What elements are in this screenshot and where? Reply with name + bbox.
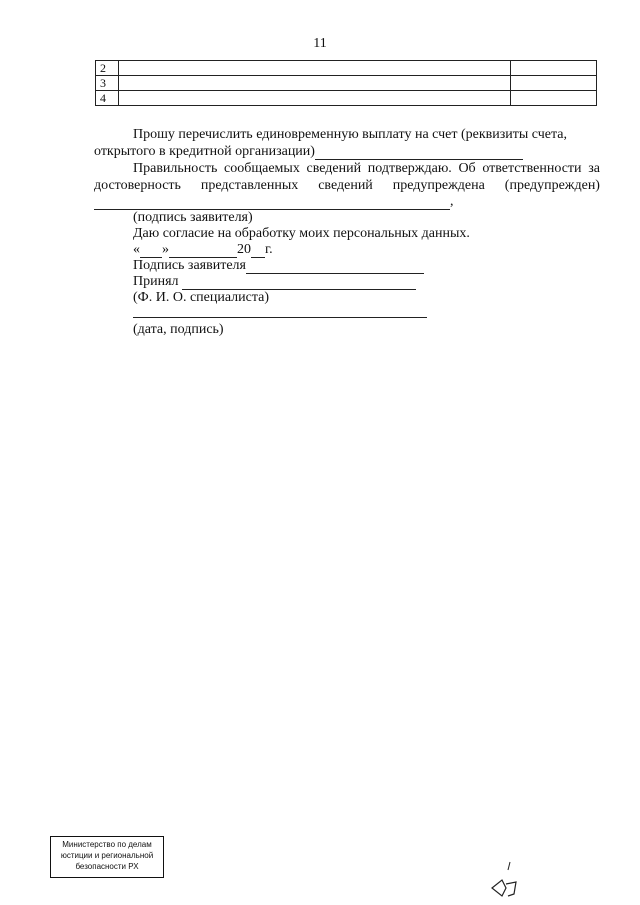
- specialist-caption: (Ф. И. О. специалиста): [133, 290, 270, 305]
- year-suffix: г.: [265, 242, 273, 257]
- row-number: 4: [96, 91, 119, 106]
- stamp-line-1: Министерство по делам: [62, 840, 152, 849]
- confirm-word: ответственности: [482, 161, 582, 176]
- confirm-word: достоверность: [94, 178, 181, 193]
- confirm-line-3: [94, 193, 454, 210]
- pen-mark-icon: [480, 860, 530, 900]
- table-row: [96, 61, 597, 76]
- table-row: [96, 76, 597, 91]
- confirm-word: представленных: [200, 178, 299, 193]
- applicant-signature-line: [133, 257, 424, 274]
- year-field[interactable]: [251, 243, 265, 258]
- confirm-word: предупреждена: [392, 178, 485, 193]
- account-details-field[interactable]: [315, 145, 523, 160]
- signature-caption: (подпись заявителя): [133, 210, 253, 225]
- confirm-line-end: ,: [450, 194, 454, 209]
- applicant-signature-label: Подпись заявителя: [133, 258, 246, 273]
- items-table: [95, 60, 597, 106]
- date-signature-field[interactable]: [133, 317, 427, 318]
- request-line-2-wrap: [94, 143, 523, 160]
- confirm-word: Правильность: [133, 161, 218, 176]
- confirm-word: сообщаемых: [224, 161, 300, 176]
- confirm-line-1: [133, 160, 600, 177]
- confirm-line-2: [94, 177, 600, 194]
- day-field[interactable]: [140, 243, 162, 258]
- table-cell: [119, 61, 511, 76]
- table-cell: [511, 76, 597, 91]
- month-field[interactable]: [169, 243, 237, 258]
- date-signature-caption: (дата, подпись): [133, 322, 224, 337]
- table-cell: [511, 61, 597, 76]
- open-quote: «: [133, 242, 140, 257]
- accepted-label: Принял: [133, 274, 179, 289]
- confirm-word: за: [588, 161, 600, 176]
- date-line: [133, 241, 273, 258]
- request-line-1: Прошу перечислить единовременную выплату на счет (реквизиты счета,: [133, 127, 567, 142]
- row-number: 3: [96, 76, 119, 91]
- applicant-signature-field[interactable]: [94, 195, 450, 210]
- table-row: [96, 91, 597, 106]
- applicant-signature-input[interactable]: [246, 259, 424, 274]
- accepted-line: [133, 273, 416, 290]
- confirm-word: сведений: [318, 178, 373, 193]
- table-cell: [119, 91, 511, 106]
- row-number: 2: [96, 61, 119, 76]
- year-prefix: 20: [237, 242, 251, 257]
- close-quote: »: [162, 242, 169, 257]
- confirm-word: Об: [458, 161, 476, 176]
- consent-text: Даю согласие на обработку моих персональных данных.: [133, 226, 470, 241]
- ministry-stamp: [50, 836, 164, 878]
- page-number: 11: [313, 36, 327, 51]
- table-cell: [511, 91, 597, 106]
- confirm-word: сведений: [306, 161, 362, 176]
- confirm-word: (предупрежден): [504, 178, 600, 193]
- stamp-line-2: юстиции и региональной: [60, 851, 154, 860]
- stamp-line-3: безопасности РХ: [75, 862, 139, 871]
- accepted-by-field[interactable]: [182, 275, 416, 290]
- table-cell: [119, 76, 511, 91]
- request-line-2: открытого в кредитной организации): [94, 144, 315, 159]
- confirm-word: подтверждаю.: [367, 161, 452, 176]
